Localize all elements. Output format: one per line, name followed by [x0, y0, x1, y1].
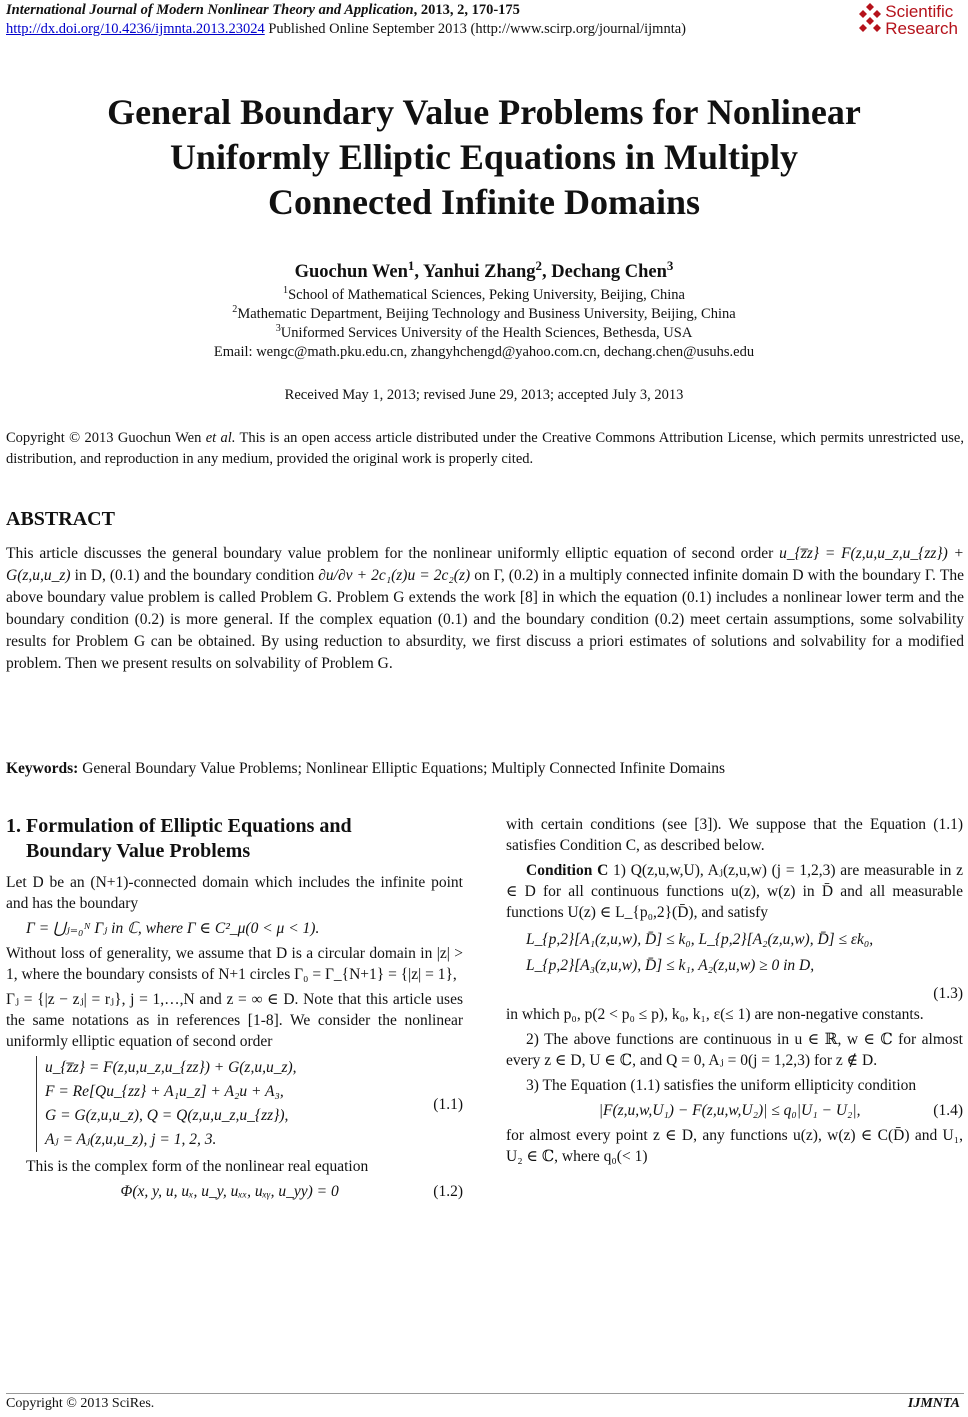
- equation-1-3: [506, 927, 963, 979]
- footer-copyright: Copyright © 2013 SciRes.: [6, 1396, 155, 1411]
- paragraph: in which p₀, p(2 < p₀ ≤ p), k₀, k₁, ε(≤ 1) are non-negative constants.: [506, 1006, 924, 1023]
- right-column: [506, 814, 963, 1171]
- journal-meta: , 2013, 2, 170-175: [413, 2, 520, 18]
- equation-1-4: [506, 1100, 963, 1121]
- affiliation-sup: 3: [275, 323, 281, 334]
- equation-1-2: [6, 1181, 463, 1202]
- abstract-text-2: in D, (0.1) and the boundary condition: [70, 567, 319, 584]
- paragraph: with certain conditions (see [3]). We suppose that the Equation (1.1) satisfies Condition C, as described below.: [506, 816, 963, 854]
- footer-rule: [6, 1393, 964, 1394]
- author-3-sup: 3: [666, 258, 674, 273]
- paragraph: Γⱼ = {|z − zⱼ| = rⱼ}, j = 1,…,N and z = ∞ ∈ D. Note that this article uses the same notations as in references [1-8]. We consider the nonlinear uniformly elliptic equation of second order: [6, 991, 463, 1050]
- affiliation-text: Mathematic Department, Beijing Technology and Business University, Beijing, China: [237, 305, 736, 322]
- abstract-text-3: on Γ, (0.2) in a multiply connected infinite domain D with the boundary Γ. The above boundary value problem is called Problem G. Problem G extends the work [8] in which the equation (0.1) includes a nonlinear lower term and the boundary condition (0.2) is more general. If the complex equation (0.1) and the boundary condition (0.2) meet certain assumptions, some solvability results for Problem G can be obtained. By using reduction to absurdity, we first discuss a priori estimates of solutions and solvability for a modified problem. Then we present results on solvability of Problem G.: [6, 567, 964, 672]
- paper-title: [0, 90, 968, 225]
- copyright-etal: et al.: [205, 430, 236, 446]
- journal-header: [6, 2, 520, 19]
- footer-journal: IJMNTA: [907, 1396, 960, 1411]
- email-line: Email: wengc@math.pku.edu.cn, zhangyhchengd@yahoo.com.cn, dechang.chen@usuhs.edu: [213, 344, 755, 360]
- equation-line: Aⱼ = Aⱼ(z,u,u_z), j = 1, 2, 3.: [45, 1131, 217, 1148]
- equation-1-1-body: [36, 1056, 433, 1152]
- author-3: Dechang Chen: [551, 262, 667, 283]
- affiliation-2: [0, 304, 968, 323]
- doi-line: [6, 21, 686, 38]
- equation-1-3-body: [506, 927, 963, 979]
- author-sep: ,: [542, 262, 552, 283]
- title-line-1: General Boundary Value Problems for Nonlinear: [107, 92, 861, 132]
- equation-0-2: ∂u/∂ν + 2c₁(z)u = 2c₂(z): [318, 567, 471, 584]
- equation-line: u_{z̅z} = F(z,u,u_z,u_{zz}) + G(z,u,u_z),: [45, 1059, 297, 1076]
- title-line-2: Uniformly Elliptic Equations in Multiply: [169, 137, 799, 177]
- received-dates: Received May 1, 2013; revised June 29, 2013; accepted July 3, 2013: [284, 387, 684, 403]
- paragraph: 2) The above functions are continuous in u ∈ ℝ, w ∈ ℂ for almost every z ∈ D, U ∈ ℂ, and Q = 0, Aⱼ = 0(j = 1,2,3) for z ∉ D.: [506, 1031, 963, 1069]
- affiliation-3: [0, 323, 968, 342]
- paragraph: Let D be an (N+1)-connected domain which includes the infinite point and has the boundary: [6, 874, 463, 912]
- copyright-notice: [6, 428, 964, 470]
- logo-line-2: Research: [885, 19, 958, 38]
- abstract-heading: ABSTRACT: [6, 508, 115, 530]
- author-1: Guochun Wen: [294, 262, 408, 283]
- equation-number: (1.4): [933, 1102, 963, 1119]
- section-number: 1.: [6, 815, 21, 837]
- equation-1-1: [6, 1056, 463, 1152]
- equation-1-2-body: Φ(x, y, u, uₓ, u_y, uₓₓ, uₓᵧ, u_yy) = 0: [120, 1183, 339, 1200]
- abstract-text-1: This article discusses the general boundary value problem for the nonlinear uniformly elliptic equation of second order: [6, 545, 774, 562]
- logo-icon: [859, 3, 881, 37]
- equation-gamma: [6, 918, 463, 939]
- author-2-sup: 2: [535, 258, 543, 273]
- equation-1-4-body: |F(z,u,w,U₁) − F(z,u,w,U₂)| ≤ q₀|U₁ − U₂|,: [598, 1102, 861, 1119]
- section-1-heading: [6, 814, 463, 864]
- keywords-text: General Boundary Value Problems; Nonlinear Elliptic Equations; Multiply Connected Infinite Domains: [78, 760, 726, 777]
- copyright-pre: Copyright © 2013 Guochun Wen: [6, 430, 206, 446]
- logo-line-1: Scientific: [885, 2, 954, 21]
- condition-c-text: 1) Q(z,u,w,U), Aⱼ(z,u,w) (j = 1,2,3) are measurable in z ∈ D for all continuous functions u(z), w(z) in D̄ and all measurable functions U(z) ∈ L_{p₀,2}(D̄), and satisfy: [506, 862, 963, 921]
- affiliation-sup: 2: [232, 304, 238, 315]
- author-sep: ,: [414, 262, 423, 283]
- condition-c-label: Condition C: [526, 862, 609, 879]
- equation-line: L_{p,2}[A₁(z,u,w), D̄] ≤ k₀, L_{p,2}[A₂(z,u,w), D̄] ≤ εk₀,: [526, 931, 874, 948]
- affiliation-sup: 1: [283, 285, 289, 296]
- paragraph: This is the complex form of the nonlinear real equation: [26, 1158, 369, 1175]
- author-2: Yanhui Zhang: [422, 262, 536, 283]
- affiliation-text: School of Mathematical Sciences, Peking University, Beijing, China: [288, 286, 685, 303]
- copyright-post: This is an open access article distributed under the Creative Commons Attribution License, which permits unrestricted use, distribution, and reproduction in any medium, provided the original work is properly cited.: [6, 430, 964, 467]
- abstract-body: [6, 543, 964, 675]
- section-title-1: Formulation of Elliptic Equations and: [26, 815, 352, 837]
- equation-number: (1.3): [933, 985, 963, 1002]
- condition-c: [506, 860, 963, 923]
- equation-number: (1.2): [433, 1183, 463, 1200]
- published-info: Published Online September 2013 (http://www.scirp.org/journal/ijmnta): [264, 21, 686, 37]
- keywords-label: Keywords:: [6, 760, 79, 777]
- author-1-sup: 1: [407, 258, 415, 273]
- paragraph: 3) The Equation (1.1) satisfies the uniform ellipticity condition: [526, 1077, 917, 1094]
- scientific-research-logo: [859, 3, 958, 37]
- doi-link[interactable]: http://dx.doi.org/10.4236/ijmnta.2013.23024: [6, 21, 265, 37]
- equation-line: L_{p,2}[A₃(z,u,w), D̄] ≤ k₁, A₂(z,u,w) ≥ 0 in D,: [526, 957, 815, 974]
- section-title-2: Boundary Value Problems: [26, 840, 251, 862]
- equation-line: F = Re[Qu_{zz} + A₁u_z] + A₂u + A₃,: [45, 1083, 284, 1100]
- paragraph: for almost every point z ∈ D, any functions u(z), w(z) ∈ C(D̄) and U₁, U₂ ∈ ℂ, where q₀(< 1): [506, 1127, 963, 1165]
- journal-name: International Journal of Modern Nonlinear Theory and Application: [6, 2, 414, 18]
- left-column: [6, 814, 463, 1206]
- paragraph: Without loss of generality, we assume that D is a circular domain in |z| > 1, where the boundary consists of N+1 circles Γ₀ = Γ_{N+1} = {|z| = 1},: [6, 945, 463, 983]
- author-list: [0, 258, 968, 283]
- affiliation-1: [0, 285, 968, 304]
- equation-line: G = G(z,u,u_z), Q = Q(z,u,u_z,u_{zz}),: [45, 1107, 289, 1124]
- affiliation-text: Uniformed Services University of the Health Sciences, Bethesda, USA: [280, 324, 693, 341]
- equation-0-1: u_{z̅z} = F(z,u,u_z,u_{zz}) + G(z,u,u_z): [6, 545, 964, 584]
- equation-gamma-body: Γ = ⋃ⱼ₌₀ᴺ Γⱼ in ℂ, where Γ ∈ C²_μ(0 < μ < 1).: [26, 920, 320, 937]
- keywords: [6, 760, 964, 778]
- equation-number: (1.1): [433, 1095, 463, 1113]
- title-line-3: Connected Infinite Domains: [267, 182, 701, 222]
